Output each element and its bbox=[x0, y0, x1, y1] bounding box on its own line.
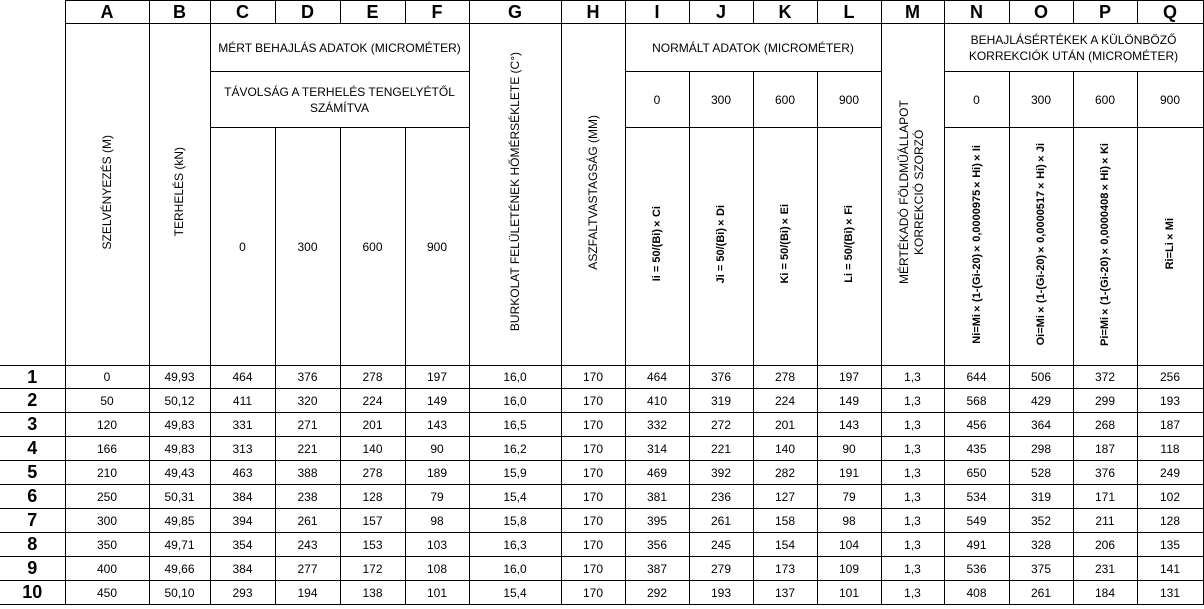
cell-l: 191 bbox=[817, 461, 881, 485]
cell-i: 395 bbox=[625, 509, 689, 533]
cell-q: 135 bbox=[1137, 533, 1203, 557]
cell-q: 131 bbox=[1137, 581, 1203, 605]
cell-a: 400 bbox=[65, 557, 149, 581]
col-letter-m: M bbox=[881, 1, 944, 24]
measured-sub-header: TÁVOLSÁG A TERHELÉS TENGELYÉTŐL SZÁMÍTVA bbox=[210, 72, 469, 128]
formula-n bbox=[944, 128, 1009, 366]
cell-h: 170 bbox=[561, 413, 625, 437]
cell-n: 435 bbox=[944, 437, 1009, 461]
cell-d: 194 bbox=[275, 581, 340, 605]
cell-b: 49,71 bbox=[149, 533, 210, 557]
row-number: 10 bbox=[0, 581, 65, 605]
cell-h: 170 bbox=[561, 557, 625, 581]
cell-k: 173 bbox=[753, 557, 817, 581]
cell-a: 50 bbox=[65, 389, 149, 413]
cell-j: 279 bbox=[689, 557, 753, 581]
col-letter-k: K bbox=[753, 1, 817, 24]
cell-l: 143 bbox=[817, 413, 881, 437]
cell-n: 644 bbox=[944, 366, 1009, 389]
corrected-dist-0: 0 bbox=[944, 72, 1009, 128]
cell-b: 49,83 bbox=[149, 437, 210, 461]
cell-n: 568 bbox=[944, 389, 1009, 413]
cell-b: 50,10 bbox=[149, 581, 210, 605]
cell-o: 261 bbox=[1009, 581, 1073, 605]
row-number: 2 bbox=[0, 389, 65, 413]
cell-q: 128 bbox=[1137, 509, 1203, 533]
cell-b: 49,43 bbox=[149, 461, 210, 485]
corrected-dist-300: 300 bbox=[1009, 72, 1073, 128]
cell-d: 238 bbox=[275, 485, 340, 509]
cell-f: 103 bbox=[405, 533, 469, 557]
cell-b: 49,66 bbox=[149, 557, 210, 581]
table-row bbox=[0, 437, 1203, 461]
cell-p: 231 bbox=[1073, 557, 1137, 581]
row-number: 5 bbox=[0, 461, 65, 485]
cell-q: 118 bbox=[1137, 437, 1203, 461]
normalized-dist-300: 300 bbox=[689, 72, 753, 128]
cell-g: 15,4 bbox=[469, 581, 561, 605]
formula-j bbox=[689, 128, 753, 366]
cell-f: 189 bbox=[405, 461, 469, 485]
cell-g: 15,8 bbox=[469, 509, 561, 533]
cell-p: 376 bbox=[1073, 461, 1137, 485]
cell-i: 387 bbox=[625, 557, 689, 581]
cell-j: 245 bbox=[689, 533, 753, 557]
cell-j: 261 bbox=[689, 509, 753, 533]
col-letter-d: D bbox=[275, 1, 340, 24]
col-letter-g: G bbox=[469, 1, 561, 24]
cell-d: 243 bbox=[275, 533, 340, 557]
cell-j: 392 bbox=[689, 461, 753, 485]
cell-k: 154 bbox=[753, 533, 817, 557]
cell-m: 1,3 bbox=[881, 366, 944, 389]
cell-p: 372 bbox=[1073, 366, 1137, 389]
cell-l: 90 bbox=[817, 437, 881, 461]
cell-p: 211 bbox=[1073, 509, 1137, 533]
cell-i: 292 bbox=[625, 581, 689, 605]
cell-d: 388 bbox=[275, 461, 340, 485]
table-row bbox=[0, 366, 1203, 389]
header-m bbox=[881, 24, 944, 366]
cell-i: 410 bbox=[625, 389, 689, 413]
cell-h: 170 bbox=[561, 581, 625, 605]
cell-i: 469 bbox=[625, 461, 689, 485]
header-g-label: BURKOLAT FELÜLETÉNEK HŐMÉRSÉKLETE (C°) bbox=[507, 52, 522, 332]
cell-b: 49,85 bbox=[149, 509, 210, 533]
cell-g: 16,2 bbox=[469, 437, 561, 461]
cell-l: 98 bbox=[817, 509, 881, 533]
cell-n: 534 bbox=[944, 485, 1009, 509]
table-row bbox=[0, 461, 1203, 485]
cell-p: 299 bbox=[1073, 389, 1137, 413]
formula-i-text: Ii = 50/(Bi)×Ci bbox=[651, 206, 663, 282]
cell-l: 101 bbox=[817, 581, 881, 605]
cell-f: 108 bbox=[405, 557, 469, 581]
cell-o: 352 bbox=[1009, 509, 1073, 533]
formula-j-text: Ji = 50/(Bi)×Di bbox=[715, 204, 727, 284]
col-letter-c: C bbox=[210, 1, 275, 24]
col-letter-e: E bbox=[340, 1, 405, 24]
cell-j: 193 bbox=[689, 581, 753, 605]
cell-j: 272 bbox=[689, 413, 753, 437]
cell-c: 313 bbox=[210, 437, 275, 461]
row-number: 7 bbox=[0, 509, 65, 533]
cell-e: 278 bbox=[340, 461, 405, 485]
cell-d: 221 bbox=[275, 437, 340, 461]
cell-k: 201 bbox=[753, 413, 817, 437]
cell-j: 376 bbox=[689, 366, 753, 389]
normalized-dist-600: 600 bbox=[753, 72, 817, 128]
cell-f: 79 bbox=[405, 485, 469, 509]
cell-n: 456 bbox=[944, 413, 1009, 437]
cell-l: 197 bbox=[817, 366, 881, 389]
cell-f: 197 bbox=[405, 366, 469, 389]
cell-i: 381 bbox=[625, 485, 689, 509]
cell-q: 249 bbox=[1137, 461, 1203, 485]
cell-g: 15,9 bbox=[469, 461, 561, 485]
cell-g: 15,4 bbox=[469, 485, 561, 509]
cell-n: 408 bbox=[944, 581, 1009, 605]
header-h-label: ASZFALTVASTAGSÁG (MM) bbox=[585, 114, 600, 270]
normalized-dist-900: 900 bbox=[817, 72, 881, 128]
table-row bbox=[0, 533, 1203, 557]
header-row-1 bbox=[0, 24, 1203, 72]
table-row bbox=[0, 485, 1203, 509]
cell-o: 429 bbox=[1009, 389, 1073, 413]
cell-m: 1,3 bbox=[881, 581, 944, 605]
cell-o: 319 bbox=[1009, 485, 1073, 509]
cell-h: 170 bbox=[561, 366, 625, 389]
cell-q: 193 bbox=[1137, 389, 1203, 413]
cell-a: 450 bbox=[65, 581, 149, 605]
cell-h: 170 bbox=[561, 389, 625, 413]
formula-r-text: Ri=Li×Mi bbox=[1164, 218, 1176, 270]
col-letter-o: O bbox=[1009, 1, 1073, 24]
cell-c: 411 bbox=[210, 389, 275, 413]
cell-a: 120 bbox=[65, 413, 149, 437]
cell-i: 464 bbox=[625, 366, 689, 389]
measured-dist-600: 600 bbox=[340, 128, 405, 366]
data-rows bbox=[0, 366, 1203, 605]
col-letter-l: L bbox=[817, 1, 881, 24]
cell-q: 256 bbox=[1137, 366, 1203, 389]
col-letter-b: B bbox=[149, 1, 210, 24]
cell-h: 170 bbox=[561, 509, 625, 533]
cell-k: 140 bbox=[753, 437, 817, 461]
cell-o: 328 bbox=[1009, 533, 1073, 557]
cell-e: 153 bbox=[340, 533, 405, 557]
table-row bbox=[0, 557, 1203, 581]
cell-m: 1,3 bbox=[881, 461, 944, 485]
cell-f: 143 bbox=[405, 413, 469, 437]
col-letter-h: H bbox=[561, 1, 625, 24]
cell-e: 138 bbox=[340, 581, 405, 605]
cell-g: 16,0 bbox=[469, 389, 561, 413]
row-number: 1 bbox=[0, 366, 65, 389]
measured-group-header: MÉRT BEHAJLÁS ADATOK (MICROMÉTER) bbox=[210, 24, 469, 72]
cell-j: 319 bbox=[689, 389, 753, 413]
cell-d: 376 bbox=[275, 366, 340, 389]
cell-j: 236 bbox=[689, 485, 753, 509]
cell-o: 364 bbox=[1009, 413, 1073, 437]
cell-c: 331 bbox=[210, 413, 275, 437]
cell-m: 1,3 bbox=[881, 485, 944, 509]
formula-r bbox=[1137, 128, 1203, 366]
cell-e: 201 bbox=[340, 413, 405, 437]
cell-n: 549 bbox=[944, 509, 1009, 533]
cell-k: 278 bbox=[753, 366, 817, 389]
cell-k: 137 bbox=[753, 581, 817, 605]
cell-b: 50,31 bbox=[149, 485, 210, 509]
cell-b: 50,12 bbox=[149, 389, 210, 413]
col-letter-n: N bbox=[944, 1, 1009, 24]
cell-e: 140 bbox=[340, 437, 405, 461]
cell-q: 187 bbox=[1137, 413, 1203, 437]
column-letters-row bbox=[0, 1, 1203, 24]
formula-l bbox=[817, 128, 881, 366]
cell-d: 271 bbox=[275, 413, 340, 437]
cell-h: 170 bbox=[561, 485, 625, 509]
cell-o: 506 bbox=[1009, 366, 1073, 389]
cell-o: 375 bbox=[1009, 557, 1073, 581]
cell-g: 16,3 bbox=[469, 533, 561, 557]
cell-e: 224 bbox=[340, 389, 405, 413]
cell-l: 109 bbox=[817, 557, 881, 581]
normalized-dist-0: 0 bbox=[625, 72, 689, 128]
cell-a: 250 bbox=[65, 485, 149, 509]
cell-p: 187 bbox=[1073, 437, 1137, 461]
row-number: 4 bbox=[0, 437, 65, 461]
measured-dist-900: 900 bbox=[405, 128, 469, 366]
cell-c: 464 bbox=[210, 366, 275, 389]
table-row bbox=[0, 389, 1203, 413]
cell-m: 1,3 bbox=[881, 437, 944, 461]
formula-p bbox=[1073, 128, 1137, 366]
corner-cell bbox=[0, 1, 65, 24]
cell-k: 127 bbox=[753, 485, 817, 509]
row-number: 6 bbox=[0, 485, 65, 509]
cell-p: 268 bbox=[1073, 413, 1137, 437]
cell-e: 157 bbox=[340, 509, 405, 533]
row-number: 9 bbox=[0, 557, 65, 581]
cell-m: 1,3 bbox=[881, 557, 944, 581]
header-b bbox=[149, 24, 210, 366]
header-h bbox=[561, 24, 625, 366]
normalized-group-header: NORMÁLT ADATOK (MICROMÉTER) bbox=[625, 24, 881, 72]
measured-dist-300: 300 bbox=[275, 128, 340, 366]
cell-m: 1,3 bbox=[881, 533, 944, 557]
cell-a: 350 bbox=[65, 533, 149, 557]
table-row bbox=[0, 509, 1203, 533]
header-b-label: TERHELÉS (kN) bbox=[172, 147, 186, 237]
cell-q: 102 bbox=[1137, 485, 1203, 509]
formula-l-text: Li = 50/(Bi)×Fi bbox=[843, 205, 855, 283]
header-g bbox=[469, 24, 561, 366]
cell-f: 98 bbox=[405, 509, 469, 533]
cell-f: 149 bbox=[405, 389, 469, 413]
cell-c: 354 bbox=[210, 533, 275, 557]
row-number: 3 bbox=[0, 413, 65, 437]
formula-k-text: Ki = 50/(Bi)×Ei bbox=[779, 204, 791, 284]
table-row bbox=[0, 581, 1203, 605]
measured-dist-0: 0 bbox=[210, 128, 275, 366]
cell-b: 49,93 bbox=[149, 366, 210, 389]
cell-m: 1,3 bbox=[881, 509, 944, 533]
cell-c: 384 bbox=[210, 485, 275, 509]
cell-d: 261 bbox=[275, 509, 340, 533]
formula-p-text: Pi=Mi×(1-(Gi-20)×0,0000408×Hi)×Ki bbox=[1099, 142, 1111, 346]
cell-n: 536 bbox=[944, 557, 1009, 581]
header-a-label: SZELVÉNYEZÉS (M) bbox=[99, 134, 114, 250]
cell-a: 300 bbox=[65, 509, 149, 533]
cell-i: 314 bbox=[625, 437, 689, 461]
cell-a: 210 bbox=[65, 461, 149, 485]
corner-spacer bbox=[0, 24, 65, 366]
corrected-dist-900: 900 bbox=[1137, 72, 1203, 128]
cell-c: 394 bbox=[210, 509, 275, 533]
col-letter-j: J bbox=[689, 1, 753, 24]
formula-k bbox=[753, 128, 817, 366]
cell-l: 79 bbox=[817, 485, 881, 509]
col-letter-q: Q bbox=[1137, 1, 1203, 24]
cell-k: 282 bbox=[753, 461, 817, 485]
cell-o: 298 bbox=[1009, 437, 1073, 461]
header-a bbox=[65, 24, 149, 366]
cell-a: 0 bbox=[65, 366, 149, 389]
cell-d: 320 bbox=[275, 389, 340, 413]
cell-f: 90 bbox=[405, 437, 469, 461]
formula-o bbox=[1009, 128, 1073, 366]
cell-e: 278 bbox=[340, 366, 405, 389]
col-letter-f: F bbox=[405, 1, 469, 24]
cell-h: 170 bbox=[561, 533, 625, 557]
cell-q: 141 bbox=[1137, 557, 1203, 581]
cell-j: 221 bbox=[689, 437, 753, 461]
cell-e: 172 bbox=[340, 557, 405, 581]
cell-m: 1,3 bbox=[881, 389, 944, 413]
corrected-group-header: BEHAJLÁSÉRTÉKEK A KÜLÖNBÖZŐ KORREKCIÓK UTÁN (MICROMÉTER) bbox=[944, 24, 1203, 72]
col-letter-i: I bbox=[625, 1, 689, 24]
cell-c: 384 bbox=[210, 557, 275, 581]
col-letter-p: P bbox=[1073, 1, 1137, 24]
cell-c: 293 bbox=[210, 581, 275, 605]
cell-g: 16,0 bbox=[469, 366, 561, 389]
cell-i: 332 bbox=[625, 413, 689, 437]
cell-p: 206 bbox=[1073, 533, 1137, 557]
cell-a: 166 bbox=[65, 437, 149, 461]
cell-n: 491 bbox=[944, 533, 1009, 557]
cell-l: 149 bbox=[817, 389, 881, 413]
table-row bbox=[0, 413, 1203, 437]
cell-l: 104 bbox=[817, 533, 881, 557]
cell-c: 463 bbox=[210, 461, 275, 485]
cell-f: 101 bbox=[405, 581, 469, 605]
cell-e: 128 bbox=[340, 485, 405, 509]
formula-i bbox=[625, 128, 689, 366]
header-m-label: MÉRTÉKADÓ FÖLDMŰÁLLAPOT KORREKCIÓ SZORZÓ bbox=[896, 100, 926, 284]
cell-i: 356 bbox=[625, 533, 689, 557]
cell-d: 277 bbox=[275, 557, 340, 581]
cell-o: 528 bbox=[1009, 461, 1073, 485]
cell-p: 184 bbox=[1073, 581, 1137, 605]
cell-h: 170 bbox=[561, 461, 625, 485]
cell-b: 49,83 bbox=[149, 413, 210, 437]
cell-g: 16,0 bbox=[469, 557, 561, 581]
row-number: 8 bbox=[0, 533, 65, 557]
cell-h: 170 bbox=[561, 437, 625, 461]
formula-o-text: Oi=Mi×(1-(Gi-20)×0,0000517×Hi)×Ji bbox=[1035, 142, 1047, 346]
formula-n-text: Ni=Mi×(1-(Gi-20)×0,0000975×Hi)×Ii bbox=[970, 144, 983, 344]
cell-k: 158 bbox=[753, 509, 817, 533]
corrected-dist-600: 600 bbox=[1073, 72, 1137, 128]
cell-m: 1,3 bbox=[881, 413, 944, 437]
cell-p: 171 bbox=[1073, 485, 1137, 509]
cell-n: 650 bbox=[944, 461, 1009, 485]
cell-k: 224 bbox=[753, 389, 817, 413]
cell-g: 16,5 bbox=[469, 413, 561, 437]
col-letter-a: A bbox=[65, 1, 149, 24]
